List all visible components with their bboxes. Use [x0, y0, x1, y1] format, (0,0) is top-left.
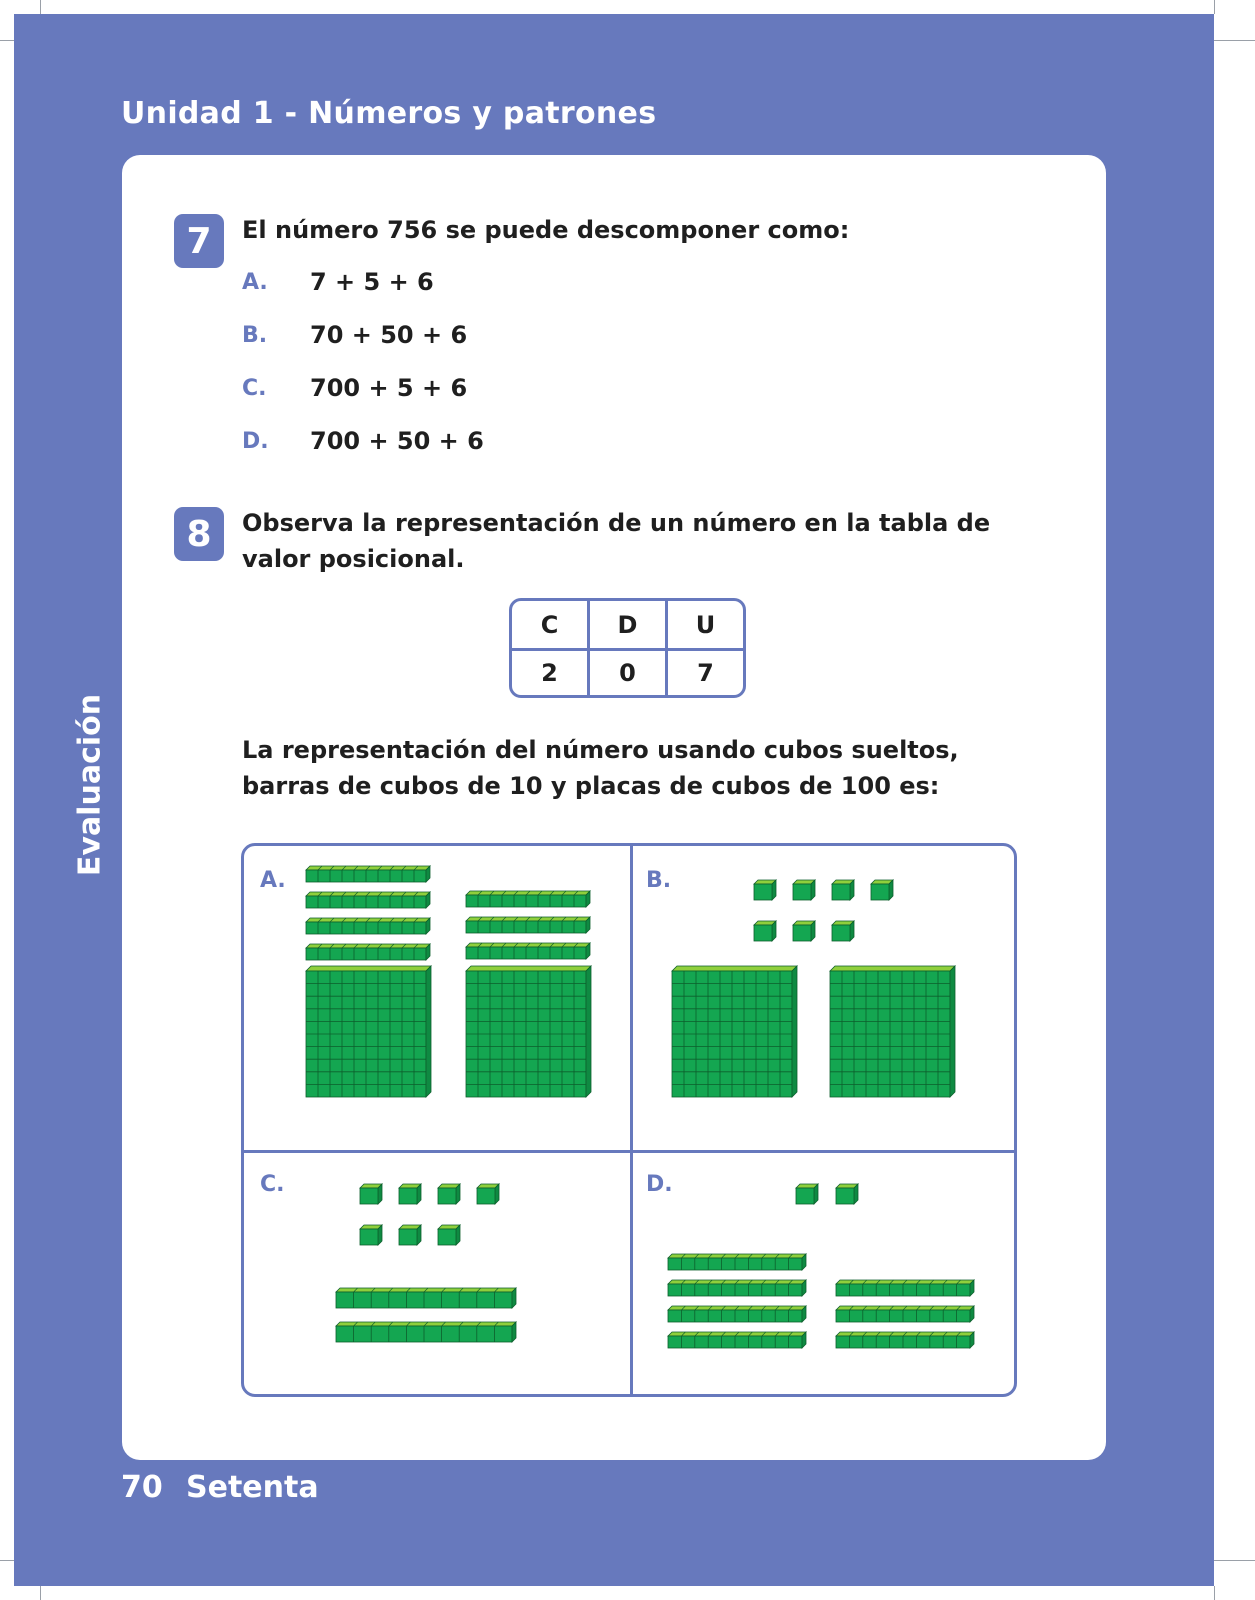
ten-rod [466, 943, 590, 959]
unit-cube [360, 1225, 382, 1245]
ten-rod [668, 1280, 806, 1296]
ten-rod [306, 918, 430, 934]
crop-mark [1214, 1560, 1255, 1561]
crop-mark [1214, 40, 1255, 41]
unit-cube [399, 1184, 421, 1204]
answer-options-grid [241, 843, 1017, 1397]
place-value-value-c: 2 [541, 659, 558, 687]
unit-cube [754, 921, 776, 941]
unit-cube [871, 880, 893, 900]
crop-mark [1214, 1586, 1215, 1600]
ten-rod [668, 1332, 806, 1348]
unit-cube [832, 921, 854, 941]
ten-rod [306, 892, 430, 908]
unit-cube [438, 1184, 460, 1204]
unit-cube [399, 1225, 421, 1245]
ten-rod [668, 1254, 806, 1270]
question-7-prompt: El número 756 se puede descomponer como: [242, 216, 850, 244]
q7-option-a-letter[interactable]: A. [242, 270, 268, 295]
q7-option-d-letter[interactable]: D. [242, 429, 269, 454]
crop-mark [1214, 0, 1215, 14]
unit-cube [796, 1184, 818, 1204]
unit-cube [477, 1184, 499, 1204]
question-8-badge: 8 [174, 507, 224, 561]
q7-option-c-letter[interactable]: C. [242, 376, 267, 401]
ten-rod [836, 1280, 974, 1296]
ten-rod [466, 917, 590, 933]
place-value-value-u: 7 [665, 651, 743, 695]
place-value-header-c: C [540, 610, 559, 639]
ten-rod [466, 891, 590, 907]
page-number: 70 [121, 1470, 163, 1505]
question-7-badge: 7 [174, 214, 224, 268]
place-value-table [509, 598, 746, 698]
crop-mark [40, 0, 41, 14]
place-value-header-u: U [665, 601, 743, 648]
place-value-value-d: 0 [587, 651, 665, 695]
unit-cube [754, 880, 776, 900]
ten-rod [306, 944, 430, 960]
place-value-header-d: D [587, 601, 665, 648]
question-8-sub-prompt-line-1: La representación del número usando cubos sueltos, [242, 736, 959, 764]
unit-cube [832, 880, 854, 900]
crop-mark [0, 40, 14, 41]
q8-option-d-letter[interactable]: D. [646, 1172, 673, 1197]
ten-rod [668, 1306, 806, 1322]
unit-cube [438, 1225, 460, 1245]
unit-cube [793, 880, 815, 900]
unit-cube [360, 1184, 382, 1204]
question-8-prompt-line-1: Observa la representación de un número en la tabla de [242, 509, 991, 537]
question-8-prompt-line-2: valor posicional. [242, 545, 465, 573]
q8-option-c-letter[interactable]: C. [260, 1172, 285, 1197]
hundred-flat [830, 966, 955, 1097]
unit-cube [793, 921, 815, 941]
ten-rod [836, 1306, 974, 1322]
q7-option-c-text[interactable]: 700 + 5 + 6 [310, 374, 468, 402]
q8-option-a-letter[interactable]: A. [260, 868, 286, 893]
question-8-sub-prompt-line-2: barras de cubos de 10 y placas de cubos de 100 es: [242, 772, 940, 800]
q8-option-b-letter[interactable]: B. [646, 868, 672, 893]
q7-option-b-text[interactable]: 70 + 50 + 6 [310, 321, 468, 349]
q7-option-b-letter[interactable]: B. [242, 323, 268, 348]
hundred-flat [672, 966, 797, 1097]
hundred-flat [306, 966, 431, 1097]
ten-rod [306, 866, 430, 882]
ten-rod [836, 1332, 974, 1348]
crop-mark [40, 1586, 41, 1600]
unit-cube [836, 1184, 858, 1204]
page-number-word: Setenta [186, 1470, 319, 1505]
side-tab-label: Evaluación [72, 693, 108, 877]
ten-rod [336, 1288, 516, 1308]
q7-option-a-text[interactable]: 7 + 5 + 6 [310, 268, 434, 296]
base-ten-blocks-drawing [244, 846, 1017, 1397]
crop-mark [0, 1560, 14, 1561]
ten-rod [336, 1322, 516, 1342]
hundred-flat [466, 966, 591, 1097]
unit-title: Unidad 1 - Números y patrones [121, 96, 657, 131]
q7-option-d-text[interactable]: 700 + 50 + 6 [310, 427, 484, 455]
place-value-value-row [512, 648, 743, 695]
place-value-header-row [512, 601, 743, 648]
